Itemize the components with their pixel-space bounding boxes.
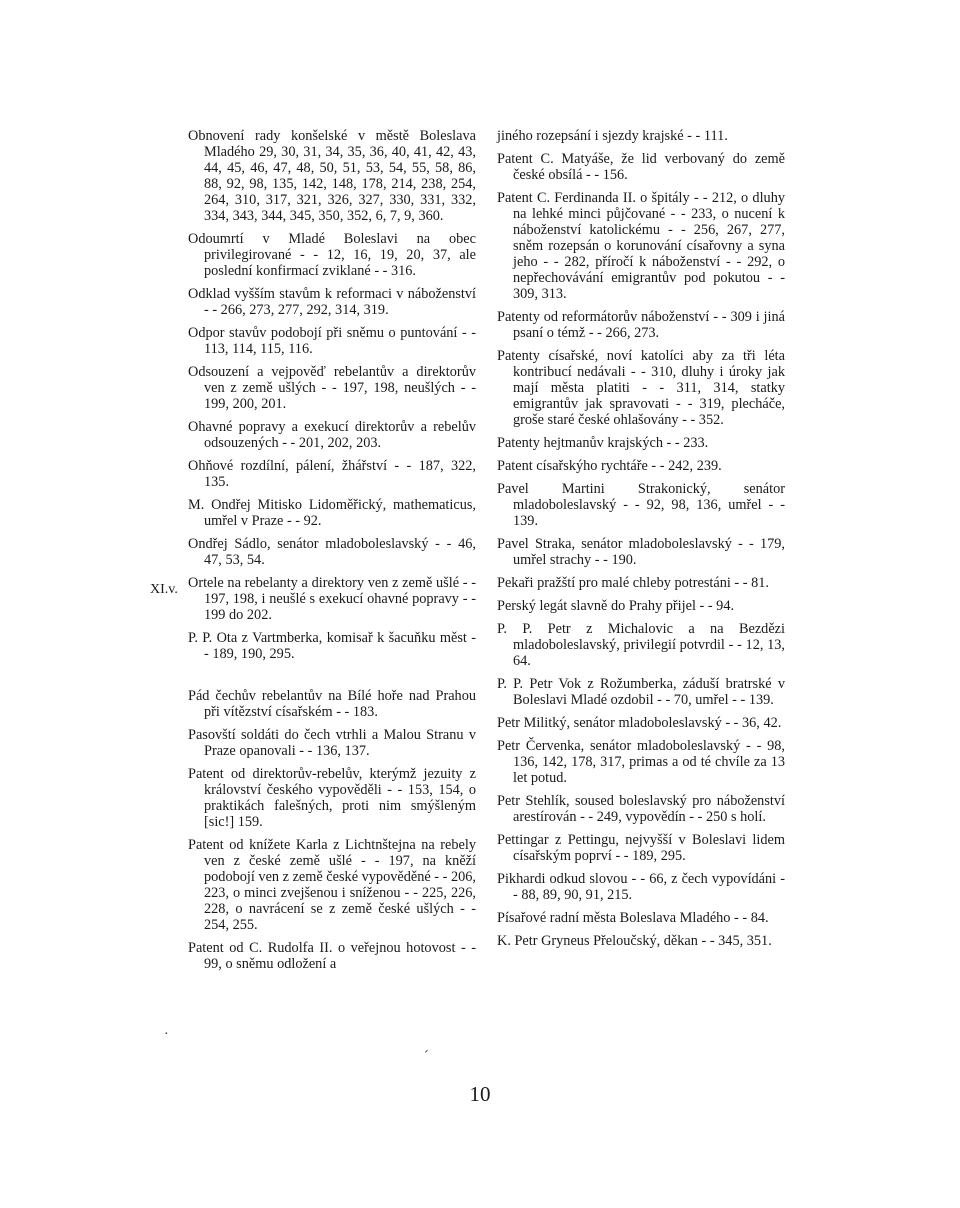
index-entry: Pekaři pražští pro malé chleby potrestáni - - 81. — [497, 575, 769, 591]
index-entry: Patenty od reformátorův náboženství - - 309 i jiná psaní o témž - - 266, 273. — [497, 309, 785, 341]
right-column — [497, 128, 785, 956]
left-column — [188, 128, 476, 979]
index-entry: Perský legát slavně do Prahy přijel - - 94. — [497, 598, 735, 614]
index-entry: P. P. Petr z Michalovic a na Bezdězi mladoboleslavský, privilegií potvrdil - - 12, 13, 64. — [497, 621, 785, 669]
index-entry: Ohňové rozdílní, pálení, žhářství - - 187, 322, 135. — [188, 458, 476, 490]
index-entry: Petr Militký, senátor mladoboleslavský - - 36, 42. — [497, 715, 782, 731]
index-entry: jiného rozepsání i sjezdy krajské - - 111. — [497, 128, 728, 144]
index-entry: Pád čechův rebelantův na Bílé hoře nad Prahou při vítězství císařském - - 183. — [188, 688, 476, 720]
index-entry: Pikhardi odkud slovou - - 66, z čech vypovídáni - - 88, 89, 90, 91, 215. — [497, 871, 785, 903]
index-entry: P. P. Ota z Vartmberka, komisař k šacuňku měst - - 189, 190, 295. — [188, 630, 476, 662]
index-entry: Ohavné popravy a exekucí direktorův a rebelův odsouzených - - 201, 202, 203. — [188, 419, 476, 451]
stray-mark: ˊ — [424, 1049, 429, 1064]
index-entry: P. P. Petr Vok z Rožumberka, záduší bratrské v Boleslavi Mladé ozdobil - - 70, umřel - - 139. — [497, 676, 785, 708]
index-entry: Obnovení rady konšelské v městě Boleslava Mladého 29, 30, 31, 34, 35, 36, 40, 41, 42, 43, 44, 45, 46, 47, 48, 50, 51, 53, 54, 55, 58, 86, 88, 92, 98, 135, 142, 148, 178, 214, 238, 254, 264, 310, 317, 321, 326, 327, 330, 331, 332, 334, 343, 344, 345, 350, 352, 6, 7, 9, 360. — [188, 128, 476, 224]
index-entry: Patent od direktorův-rebelův, kterýmž jezuity z království českého vypověděli - - 153, 154, o praktikách falešných, proti nim smýšleným [sic!] 159. — [188, 766, 476, 830]
index-entry: Patenty císařské, noví katolíci aby za tři léta kontribucí nedávali - - 310, dluhy i úroky jak mají města platiti - - 311, 314, statky emigrantův jak spravovati - - 319, plecháče, groše staré české ohlašovány - - 352. — [497, 348, 785, 428]
index-entry: Patent od knížete Karla z Lichtnštejna na rebely ven z české země ušlé - - 197, na kněží podobojí ven z země české vypověděné - - 206, 223, o minci zvejšenou i sníženou - - 225, 226, 228, o navrácení se z země české ušlých - - 254, 255. — [188, 837, 476, 933]
index-entry: M. Ondřej Mitisko Lidoměřický, mathematicus, umřel v Praze - - 92. — [188, 497, 476, 529]
index-entry: Písařové radní města Boleslava Mladého - - 84. — [497, 910, 769, 926]
index-entry: Odoumrtí v Mladé Boleslavi na obec privilegirované - - 12, 16, 19, 20, 37, ale poslední konfirmací zviklané - - 316. — [188, 231, 476, 279]
index-entry: Pettingar z Pettingu, nejvyšší v Boleslavi lidem císařským poprví - - 189, 295. — [497, 832, 785, 864]
index-entry: Pavel Straka, senátor mladoboleslavský - - 179, umřel strachy - - 190. — [497, 536, 785, 568]
margin-note: XI.v. — [150, 582, 178, 597]
index-entry: K. Petr Gryneus Přeloučský, děkan - - 345, 351. — [497, 933, 772, 949]
index-entry: Patent od C. Rudolfa II. o veřejnou hotovost - - 99, o sněmu odložení a — [188, 940, 476, 972]
index-entry: Patent C. Ferdinanda II. o špitály - - 212, o dluhy na lehké minci půjčované - - 233, o nucení k náboženství katolickému - - 256, 267, 277, sněm rozepsán o korunování císařovny a syna jeho - - 282, příročí k náboženství - - 292, o nepřechovávání emigrantův pod pokutou - - 309, 313. — [497, 190, 785, 302]
stray-mark: · — [164, 1027, 169, 1042]
index-entry: Ondřej Sádlo, senátor mladoboleslavský - - 46, 47, 53, 54. — [188, 536, 476, 568]
index-entry: Petr Stehlík, soused boleslavský pro náboženství arestírován - - 249, vypovědín - - 250 s holí. — [497, 793, 785, 825]
index-entry: Patent císařskýho rychtáře - - 242, 239. — [497, 458, 722, 474]
index-entry: Pavel Martini Strakonický, senátor mladoboleslavský - - 92, 98, 136, umřel - - 139. — [497, 481, 785, 529]
index-entry: Petr Červenka, senátor mladoboleslavský - - 98, 136, 142, 178, 317, primas a od té chvíle za 13 let potud. — [497, 738, 785, 786]
index-entry: Odpor stavův podobojí při sněmu o puntování - - 113, 114, 115, 116. — [188, 325, 476, 357]
index-entry: Odklad vyšším stavům k reformaci v náboženství - - 266, 273, 277, 292, 314, 319. — [188, 286, 476, 318]
index-entry: Odsouzení a vejpověď rebelantův a direktorův ven z země ušlých - - 197, 198, neušlých - - 199, 200, 201. — [188, 364, 476, 412]
index-entry: Patenty hejtmanův krajských - - 233. — [497, 435, 709, 451]
page-number: 10 — [469, 1082, 491, 1106]
index-entry: Pasovští soldáti do čech vtrhli a Malou Stranu v Praze opanovali - - 136, 137. — [188, 727, 476, 759]
index-entry: Patent C. Matyáše, že lid verbovaný do země české obsílá - - 156. — [497, 151, 785, 183]
index-entry: Ortele na rebelanty a direktory ven z země ušlé - - 197, 198, i neušlé s exekucí ohavné popravy - - 199 do 202. — [188, 575, 476, 623]
